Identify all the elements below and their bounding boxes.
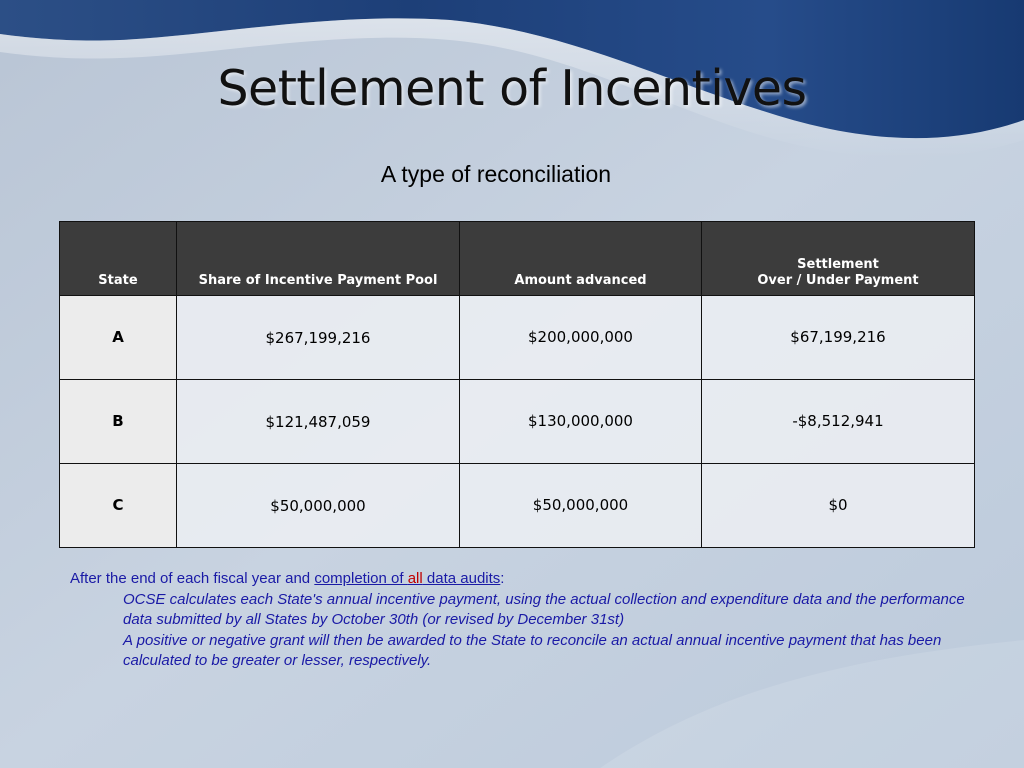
advanced-cell: $130,000,000 <box>460 380 702 464</box>
settlement-cell-negative: -$8,512,941 <box>702 380 975 464</box>
table-row <box>60 464 975 548</box>
header-settlement <box>702 222 975 296</box>
notes-intro-prefix: After the end of each fiscal year and <box>70 570 315 587</box>
state-cell: A <box>60 296 177 380</box>
header-advanced: Amount advanced <box>460 222 702 296</box>
table-row <box>60 380 975 464</box>
settlement-cell: $0 <box>702 464 975 548</box>
link-text-part2: data audits <box>422 570 501 587</box>
data-audits-link[interactable] <box>314 570 500 587</box>
advanced-cell: $200,000,000 <box>460 296 702 380</box>
table-header-row <box>60 222 975 296</box>
header-state: State <box>60 222 177 296</box>
notes-intro <box>70 569 970 590</box>
share-cell: $121,487,059 <box>177 380 460 464</box>
link-text-part1: completion of <box>314 570 408 587</box>
incentive-table <box>59 221 975 548</box>
notes-intro-suffix: : <box>500 570 505 587</box>
slide-subtitle: A type of reconciliation <box>380 161 612 187</box>
header-share: Share of Incentive Payment Pool <box>177 222 460 296</box>
settlement-cell: $67,199,216 <box>702 296 975 380</box>
link-highlight-all: all <box>407 570 423 587</box>
slide-title: Settlement of Incentives <box>217 60 807 117</box>
state-cell: B <box>60 380 177 464</box>
notes-block <box>70 569 970 672</box>
advanced-cell: $50,000,000 <box>460 464 702 548</box>
state-cell: C <box>60 464 177 548</box>
notes-paragraph-grant: A positive or negative grant will then be awarded to the State to reconcile an actual annual incentive payment that has been calculated to be greater or lesser, respectively. <box>123 631 942 669</box>
share-cell: $50,000,000 <box>177 464 460 548</box>
header-settlement-line2: Over / Under Payment <box>757 273 919 288</box>
notes-paragraph-calculation: OCSE calculates each State's annual incentive payment, using the actual collection and expenditure data and the performance data submitted by all States by October 30th (or revised by December 31st) <box>123 590 965 628</box>
table-row <box>60 296 975 380</box>
share-cell: $267,199,216 <box>177 296 460 380</box>
header-settlement-line1: Settlement <box>797 257 879 272</box>
